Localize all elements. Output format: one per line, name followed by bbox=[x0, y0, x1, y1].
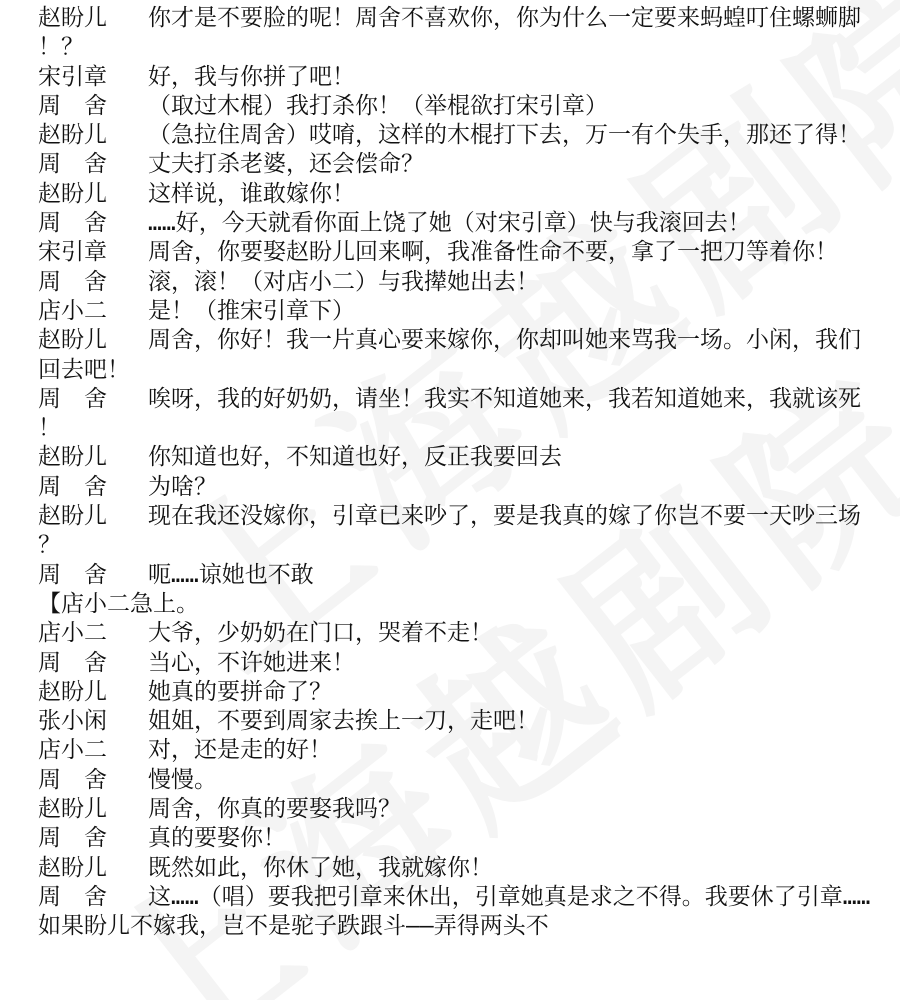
dialogue-text: 周舍，你好！我一片真心要来嫁你，你却叫她来骂我一场。小闲，我们回去吧！ bbox=[38, 327, 861, 383]
dialogue-line bbox=[38, 736, 878, 765]
dialogue-line bbox=[38, 707, 878, 736]
dialogue-text: （取过木棍）我打杀你！（举棍欲打宋引章） bbox=[148, 92, 608, 119]
speaker-name: 店小二 bbox=[38, 297, 107, 324]
dialogue-line bbox=[38, 619, 878, 648]
dialogue-text: （急拉住周舍）哎唷，这样的木棍打下去，万一有个失手，那还了得！ bbox=[148, 122, 861, 149]
speaker-name: 店小二 bbox=[38, 620, 107, 647]
dialogue-text: 真的要娶你！ bbox=[148, 825, 286, 852]
dialogue-text: 当心，不许她进来！ bbox=[148, 649, 355, 676]
dialogue-text: 周舍，你真的要娶我吗？ bbox=[148, 796, 401, 823]
dialogue-line bbox=[38, 561, 878, 590]
dialogue-text: 她真的要拼命了？ bbox=[148, 678, 332, 705]
dialogue-text: 现在我还没嫁你，引章已来吵了，要是我真的嫁了你岂不要一天吵三场？ bbox=[38, 503, 861, 559]
dialogue-text: 为啥？ bbox=[148, 473, 217, 500]
dialogue-line bbox=[38, 180, 878, 209]
dialogue-line bbox=[38, 502, 878, 561]
dialogue-line bbox=[38, 766, 878, 795]
dialogue-text: 既然如此，你休了她，我就嫁你！ bbox=[148, 854, 493, 881]
speaker-name: 赵盼儿 bbox=[38, 444, 107, 471]
dialogue-line bbox=[38, 4, 878, 63]
dialogue-text: 好，我与你拼了吧！ bbox=[148, 63, 355, 90]
dialogue-line bbox=[38, 824, 878, 853]
dialogue-text: 姐姐，不要到周家去挨上一刀，走吧！ bbox=[148, 708, 539, 735]
dialogue-line bbox=[38, 209, 878, 238]
dialogue-line bbox=[38, 443, 878, 472]
dialogue-line bbox=[38, 121, 878, 150]
speaker-name: 赵盼儿 bbox=[38, 5, 107, 31]
speaker-name: 赵盼儿 bbox=[38, 180, 107, 207]
speaker-name: 周 舍 bbox=[38, 151, 107, 178]
speaker-name: 宋引章 bbox=[38, 63, 107, 90]
speaker-name: 赵盼儿 bbox=[38, 327, 107, 354]
dialogue-line bbox=[38, 473, 878, 502]
speaker-name: 周 舍 bbox=[38, 825, 107, 852]
dialogue-text: 呃……谅她也不敢 bbox=[148, 561, 314, 588]
dialogue-line bbox=[38, 649, 878, 678]
dialogue-text: 周舍，你要娶赵盼儿回来啊，我准备性命不要，拿了一把刀等着你！ bbox=[148, 239, 838, 266]
speaker-name: 周 舍 bbox=[38, 766, 107, 793]
dialogue-text: 对，还是走的好！ bbox=[148, 737, 332, 764]
dialogue-text: 你才是不要脸的呢！周舍不喜欢你，你为什么一定要来蚂蝗叮住螺蛳脚！？ bbox=[38, 5, 861, 61]
dialogue-line bbox=[38, 238, 878, 267]
dialogue-line bbox=[38, 883, 878, 942]
speaker-name: 赵盼儿 bbox=[38, 503, 107, 530]
speaker-name: 赵盼儿 bbox=[38, 854, 107, 881]
speaker-name: 店小二 bbox=[38, 737, 107, 764]
stage-direction-text: 【店小二急上。 bbox=[38, 590, 199, 617]
speaker-name: 宋引章 bbox=[38, 239, 107, 266]
dialogue-line bbox=[38, 854, 878, 883]
dialogue-line bbox=[38, 385, 878, 444]
dialogue-text: 丈夫打杀老婆，还会偿命？ bbox=[148, 151, 424, 178]
dialogue-line bbox=[38, 150, 878, 179]
speaker-name: 周 舍 bbox=[38, 385, 107, 412]
dialogue-line bbox=[38, 63, 878, 92]
dialogue-text: 慢慢。 bbox=[148, 766, 217, 793]
dialogue-text: 你知道也好，不知道也好，反正我要回去 bbox=[148, 444, 562, 471]
speaker-name: 张小闲 bbox=[38, 708, 107, 735]
dialogue-text: 唉呀，我的好奶奶，请坐！我实不知道她来，我若知道她来，我就该死！ bbox=[38, 385, 861, 442]
dialogue-text: 是！（推宋引章下） bbox=[148, 297, 355, 324]
script-text bbox=[38, 4, 878, 942]
dialogue-text: 大爷，少奶奶在门口，哭着不走！ bbox=[148, 620, 493, 647]
speaker-name: 周 舍 bbox=[38, 92, 107, 119]
speaker-name: 赵盼儿 bbox=[38, 122, 107, 149]
dialogue-text: 滚，滚！（对店小二）与我撵她出去！ bbox=[148, 268, 539, 295]
dialogue-line bbox=[38, 268, 878, 297]
speaker-name: 周 舍 bbox=[38, 649, 107, 676]
speaker-name: 周 舍 bbox=[38, 561, 107, 588]
speaker-name: 周 舍 bbox=[38, 883, 107, 910]
dialogue-line bbox=[38, 297, 878, 326]
dialogue-line bbox=[38, 678, 878, 707]
dialogue-line bbox=[38, 326, 878, 385]
dialogue-text: 这样说，谁敢嫁你！ bbox=[148, 180, 355, 207]
speaker-name: 周 舍 bbox=[38, 473, 107, 500]
dialogue-line bbox=[38, 795, 878, 824]
stage-direction bbox=[38, 590, 878, 619]
dialogue-line bbox=[38, 92, 878, 121]
speaker-name: 周 舍 bbox=[38, 210, 107, 237]
speaker-name: 赵盼儿 bbox=[38, 678, 107, 705]
speaker-name: 周 舍 bbox=[38, 268, 107, 295]
speaker-name: 赵盼儿 bbox=[38, 796, 107, 823]
dialogue-text: ……好，今天就看你面上饶了她（对宋引章）快与我滚回去！ bbox=[148, 210, 751, 237]
dialogue-text: 这……（唱）要我把引章来休出，引章她真是求之不得。我要休了引章……如果盼儿不嫁我，岂不是驼子跌跟斗——弄得两头不 bbox=[38, 883, 871, 940]
